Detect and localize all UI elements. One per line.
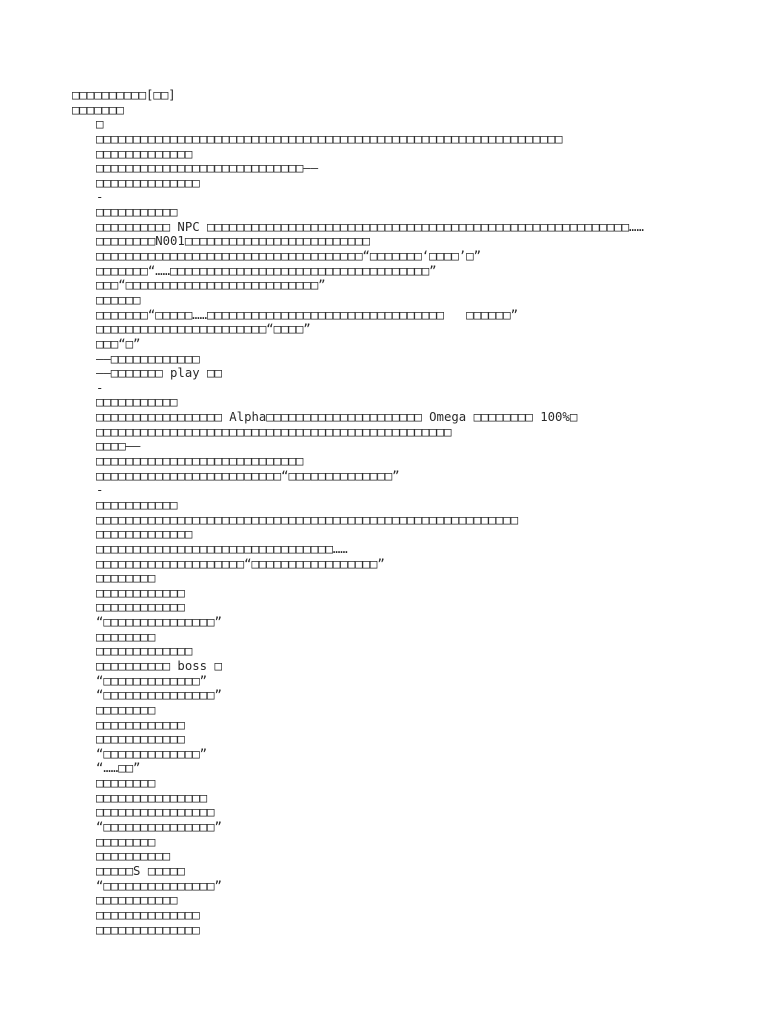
text-line: □□□□□□□□□□□□□□□□□□□□□□□“□□□□”	[96, 322, 311, 337]
text-line: □□□□□S □□□□□	[96, 863, 185, 878]
text-line: “□□□□□□□□□□□□□□□”	[96, 820, 222, 835]
separator-line: -	[96, 380, 104, 395]
text-line: □□□□□□□□□□ NPC □□□□□□□□□□□□□□□□□□□□□□□□□□□□□□□□□□□□□□□□□□□□□□□□□□□□□□□□□……	[96, 219, 644, 234]
text-line: □	[96, 117, 104, 132]
text-line: □□□□□□□□□□□□□□□□	[96, 805, 215, 820]
text-line: □□□□□□□□□□□□□□□□□□□□□□□□□“□□□□□□□□□□□□□□”	[96, 468, 400, 483]
text-line: □□□□□□□□□□□□	[96, 585, 185, 600]
text-line: □□□□□□□□□□□□□□□	[96, 790, 208, 805]
text-line: ——□□□□□□□□□□□□	[96, 351, 200, 366]
text-line: “□□□□□□□□□□□□□□□”	[96, 878, 222, 893]
text-line: □□□□□□□□□□ boss □	[96, 658, 222, 673]
text-line: ——□□□□□□□ play □□	[96, 366, 222, 381]
text-line: □□□□□□□□□□□	[96, 395, 178, 410]
text-line: □□□□□□□□□□□□□	[96, 146, 193, 161]
text-line: □□□□□□□□□□□□□□	[96, 922, 200, 937]
text-line: □□□□□□□□	[96, 834, 156, 849]
text-line: □□□□□□□□□□□	[96, 205, 178, 220]
text-line: □□□□□□□□N001□□□□□□□□□□□□□□□□□□□□□□□□□	[96, 234, 370, 249]
text-line: □□□□□□□□□□□□□□□□□□□□□□□□□□□□□□□□□□□□“□□□□□□□‘□□□□’□”	[96, 249, 481, 264]
text-line: □□□□□□□□□□□□□□□□□□□□□□□□□□□□□□□□……	[96, 541, 348, 556]
text-line: □□□□□□□□□□	[96, 849, 171, 864]
text-line: □□□□□□□□□□□□□□□□□□□□□□□□□□□□□□□□□□□□□□□□□□□□□□□□□□□□□□□□□□□□□□□	[96, 131, 563, 146]
text-line: □□□□□□□□	[96, 702, 156, 717]
text-line: “……□□”	[96, 761, 141, 776]
text-line: □□□□□□□□□□□□	[96, 717, 185, 732]
text-line: □□□□□□□□□□□	[96, 893, 178, 908]
text-line: □□□□□□□□□□□□□□□□□□□□“□□□□□□□□□□□□□□□□□”	[96, 556, 385, 571]
text-line: □□□□□□□□□□□□□	[96, 644, 193, 659]
text-line: “□□□□□□□□□□□□□□□”	[96, 615, 222, 630]
text-line: □□□□□□□□□□□□	[96, 732, 185, 747]
text-line: “□□□□□□□□□□□□□”	[96, 746, 208, 761]
text-line: □□□□□□□□□□□□□□	[96, 175, 200, 190]
text-line: □□□□□□□“□□□□□……□□□□□□□□□□□□□□□□□□□□□□□□□□□□□□□□ □□□□□□”	[96, 307, 518, 322]
text-line: □□□□□□□□□□□□□□□□□ Alpha□□□□□□□□□□□□□□□□□□□□□ Omega □□□□□□□□ 100%□	[96, 410, 578, 425]
text-line: □□□□□□□□□□□□□□	[96, 907, 200, 922]
text-line: □□□□□□□□□□□□	[96, 600, 185, 615]
text-line: □□□“□”	[96, 336, 141, 351]
text-line: □□□□□□□“……□□□□□□□□□□□□□□□□□□□□□□□□□□□□□□□□□□□”	[96, 263, 437, 278]
text-line: □□□□□□□□□□□□□□□□□□□□□□□□□□□□□□□□□□□□□□□□□□□□□□□□	[96, 424, 452, 439]
text-line: □□□□□□	[96, 292, 141, 307]
text-line: □□□□□□□□□□□□□□□□□□□□□□□□□□□□□□□□□□□□□□□□□□□□□□□□□□□□□□□□□	[96, 512, 518, 527]
document-page	[72, 88, 752, 937]
text-line: “□□□□□□□□□□□□□□□”	[96, 688, 222, 703]
text-line: “□□□□□□□□□□□□□”	[96, 673, 208, 688]
text-line: □□□□□□□□	[96, 776, 156, 791]
text-line: □□□□□□□□□□□□□	[96, 527, 193, 542]
separator-line: -	[96, 483, 104, 498]
text-line: □□□□□□□	[72, 102, 124, 117]
text-line: □□□“□□□□□□□□□□□□□□□□□□□□□□□□□□”	[96, 278, 326, 293]
separator-line: -	[96, 190, 104, 205]
document-title-line: □□□□□□□□□□[□□]	[72, 88, 176, 102]
text-line: □□□□□□□□□□□□□□□□□□□□□□□□□□□□	[96, 454, 304, 469]
text-line: □□□□□□□□	[96, 629, 156, 644]
text-line: □□□□□□□□	[96, 571, 156, 586]
text-line: □□□□□□□□□□□□□□□□□□□□□□□□□□□□——	[96, 161, 319, 176]
text-line: □□□□——	[96, 439, 141, 454]
text-line: □□□□□□□□□□□	[96, 497, 178, 512]
